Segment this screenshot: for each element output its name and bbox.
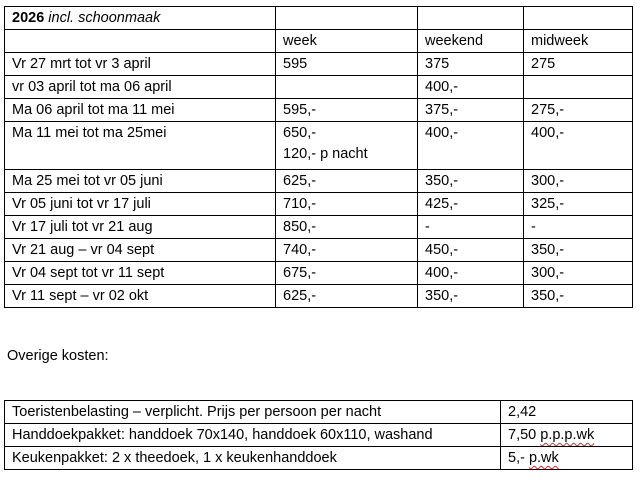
midweek-price-cell: 325,- bbox=[524, 193, 633, 216]
cost-price-cell bbox=[501, 401, 633, 424]
period-cell: Vr 21 aug – vr 04 sept bbox=[5, 239, 276, 262]
weekend-price-cell: 400,- bbox=[418, 262, 524, 285]
week-price-cell bbox=[276, 76, 418, 99]
period-cell: Vr 11 sept – vr 02 okt bbox=[5, 285, 276, 308]
weekend-price-cell: 425,- bbox=[418, 193, 524, 216]
weekend-price-cell: 375 bbox=[418, 53, 524, 76]
week-price-cell: 675,- bbox=[276, 262, 418, 285]
midweek-price-cell: 300,- bbox=[524, 170, 633, 193]
title-note: incl. schoonmaak bbox=[48, 10, 161, 26]
table-row bbox=[5, 447, 633, 470]
weekend-price-cell: 400,- bbox=[418, 122, 524, 170]
table-row bbox=[5, 401, 633, 424]
week-price-cell: 625,- bbox=[276, 285, 418, 308]
other-costs-table bbox=[4, 400, 633, 470]
period-cell: Ma 11 mei tot ma 25mei bbox=[5, 122, 276, 170]
table-row bbox=[5, 262, 633, 285]
midweek-price-cell: - bbox=[524, 216, 633, 239]
cost-item-cell: Keukenpakket: 2 x theedoek, 1 x keukenhanddoek bbox=[5, 447, 501, 470]
period-cell: Vr 17 juli tot vr 21 aug bbox=[5, 216, 276, 239]
cost-item-cell: Handdoekpakket: handdoek 70x140, handdoek 60x110, washand bbox=[5, 424, 501, 447]
midweek-price-cell: 350,- bbox=[524, 239, 633, 262]
empty-cell bbox=[276, 7, 418, 30]
table-row bbox=[5, 216, 633, 239]
midweek-price-cell: 350,- bbox=[524, 285, 633, 308]
week-price-cell bbox=[276, 122, 418, 170]
period-cell: Vr 05 juni tot vr 17 juli bbox=[5, 193, 276, 216]
cost-price: 5,- bbox=[508, 450, 529, 466]
price-table-header-row bbox=[5, 30, 633, 53]
midweek-price-cell: 300,- bbox=[524, 262, 633, 285]
empty-cell bbox=[524, 7, 633, 30]
week-price: 650,- bbox=[283, 125, 317, 141]
cost-price-cell bbox=[501, 447, 633, 470]
week-price-cell: 850,- bbox=[276, 216, 418, 239]
price-table-title-row bbox=[5, 7, 633, 30]
table-row bbox=[5, 99, 633, 122]
header-midweek: midweek bbox=[524, 30, 633, 53]
weekend-price-cell: 450,- bbox=[418, 239, 524, 262]
period-cell: Vr 27 mrt tot vr 3 april bbox=[5, 53, 276, 76]
midweek-price-cell: 275,- bbox=[524, 99, 633, 122]
period-cell: vr 03 april tot ma 06 april bbox=[5, 76, 276, 99]
header-week: week bbox=[276, 30, 418, 53]
per-night-price: 120,- p nacht bbox=[283, 146, 368, 162]
weekend-price-cell: - bbox=[418, 216, 524, 239]
cost-price-cell bbox=[501, 424, 633, 447]
price-table-title bbox=[5, 7, 276, 30]
cost-item-cell: Toeristenbelasting – verplicht. Prijs per persoon per nacht bbox=[5, 401, 501, 424]
week-price-cell: 595 bbox=[276, 53, 418, 76]
week-price-cell: 710,- bbox=[276, 193, 418, 216]
period-cell: Ma 25 mei tot vr 05 juni bbox=[5, 170, 276, 193]
weekend-price-cell: 350,- bbox=[418, 285, 524, 308]
table-row bbox=[5, 424, 633, 447]
header-weekend: weekend bbox=[418, 30, 524, 53]
price-table bbox=[4, 6, 633, 308]
weekend-price-cell: 350,- bbox=[418, 170, 524, 193]
week-price-cell: 595,- bbox=[276, 99, 418, 122]
table-row bbox=[5, 170, 633, 193]
table-row bbox=[5, 122, 633, 170]
cost-price: 2,42 bbox=[508, 404, 537, 420]
table-row bbox=[5, 193, 633, 216]
title-year: 2026 bbox=[12, 10, 45, 26]
midweek-price-cell: 400,- bbox=[524, 122, 633, 170]
cost-unit-spellcheck: p.wk bbox=[528, 450, 559, 466]
week-price-cell: 625,- bbox=[276, 170, 418, 193]
other-costs-heading: Overige kosten: bbox=[7, 348, 109, 364]
weekend-price-cell: 375,- bbox=[418, 99, 524, 122]
cost-price: 7,50 bbox=[508, 427, 541, 443]
midweek-price-cell: 275 bbox=[524, 53, 633, 76]
table-row bbox=[5, 53, 633, 76]
empty-cell bbox=[418, 7, 524, 30]
table-row bbox=[5, 239, 633, 262]
table-row bbox=[5, 285, 633, 308]
cost-unit-spellcheck: p.p.p.wk bbox=[540, 427, 595, 443]
table-row bbox=[5, 76, 633, 99]
period-cell: Vr 04 sept tot vr 11 sept bbox=[5, 262, 276, 285]
week-price-cell: 740,- bbox=[276, 239, 418, 262]
weekend-price-cell: 400,- bbox=[418, 76, 524, 99]
midweek-price-cell bbox=[524, 76, 633, 99]
period-cell: Ma 06 april tot ma 11 mei bbox=[5, 99, 276, 122]
empty-cell bbox=[5, 30, 276, 53]
